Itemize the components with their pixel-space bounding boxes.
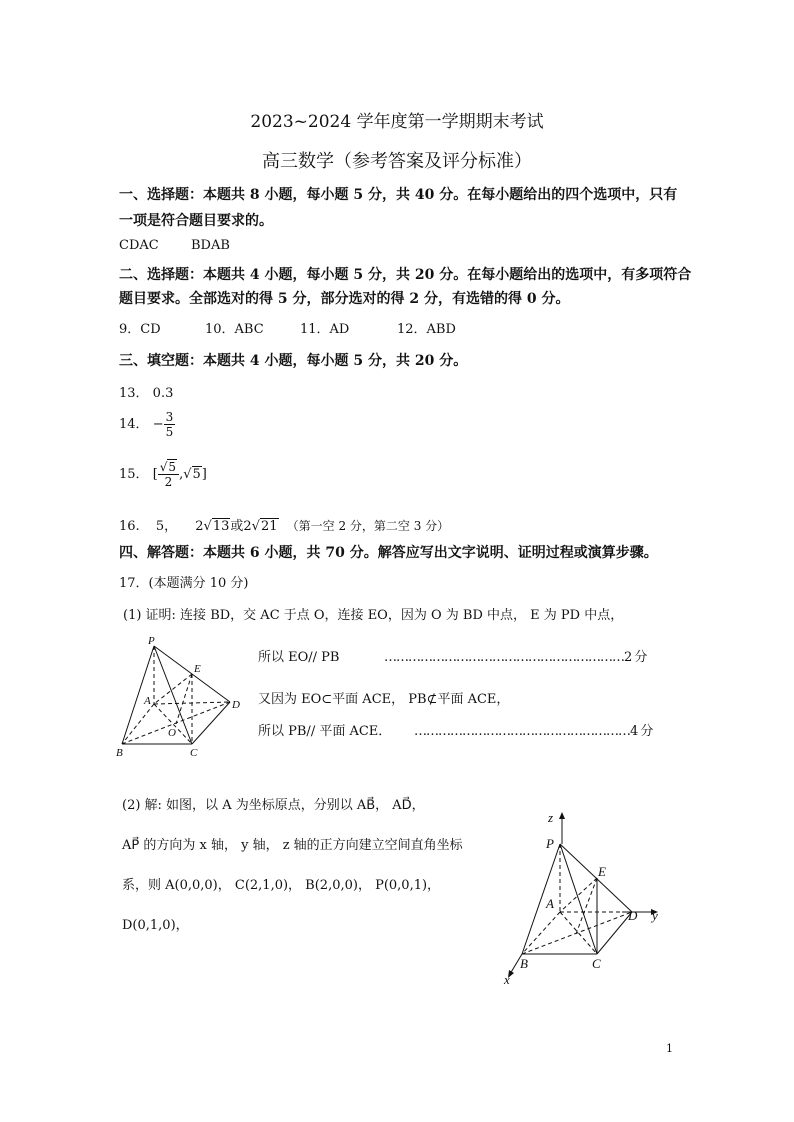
- edge-ab: [522, 912, 560, 954]
- fig1-label-b: B: [116, 747, 123, 759]
- section1-heading-line2: 一项是符合题目要求的。: [119, 213, 273, 229]
- answer-16-coef1: 2: [195, 519, 204, 534]
- fig2-label-p: P: [546, 836, 554, 851]
- edge-pc: [560, 844, 597, 954]
- q17-line-c-dots: ………………………………………………4 分: [414, 724, 653, 739]
- answer-16-note: （第一空 2 分，第二空 3 分）: [286, 519, 450, 533]
- segment-eo: [576, 878, 597, 934]
- q17-line-c: 所以 PB// 平面 ACE．: [258, 724, 392, 739]
- section1-answer-1: CDAC: [119, 238, 159, 253]
- fig1-label-a: A: [144, 695, 151, 707]
- section1-heading-line1: 一、选择题：本题共 8 小题，每小题 5 分，共 40 分。在每小题给出的四个选项中，只有: [119, 187, 678, 203]
- section4-heading: 四、解答题：本题共 6 小题，共 70 分。解答应写出文字说明、证明过程或演算步骤。: [119, 545, 658, 561]
- page-number: 1: [666, 1042, 673, 1055]
- section1-answer-2: BDAB: [191, 238, 230, 253]
- fig2-label-d: D: [628, 908, 638, 923]
- section2-answer-12: 12．ABD: [397, 322, 456, 337]
- edge-pb: [522, 844, 560, 954]
- fig1-label-d: D: [232, 699, 240, 711]
- q17-line-a-dots: ……………………………………………………2 分: [384, 650, 647, 665]
- answer-16-label: 16.: [119, 519, 140, 534]
- answer-16-rad1: 13: [212, 519, 230, 534]
- edge-ac: [560, 912, 597, 954]
- answer-15-fraction: [158, 460, 179, 489]
- fig2-label-x: x: [504, 972, 510, 987]
- section2-heading-line2: 题目要求。全部选对的得 5 分，部分选对的得 2 分，有选错的得 0 分。: [119, 291, 570, 307]
- q17-line-a: 所以 EO// PB: [258, 650, 340, 665]
- q17-part2-line3: 系，则 A(0,0,0)， C(2,1,0)， B(2,0,0)， P(0,0,1)，: [122, 878, 441, 893]
- answer-14: [119, 410, 175, 439]
- q17-part1: (1) 证明: 连接 BD，交 AC 于点 O，连接 EO，因为 O 为 BD 中点， E 为 PD 中点，: [123, 608, 624, 623]
- q17-title: 17．(本题满分 10 分): [119, 576, 249, 591]
- answer-15-close: ]: [201, 467, 207, 482]
- edge-cd: [192, 702, 230, 744]
- fig2-label-a: A: [546, 896, 554, 911]
- fig2-label-y: y: [652, 908, 658, 923]
- answer-16-or: 或: [230, 519, 244, 534]
- edge-bd: [522, 912, 632, 954]
- pyramid-figure-2: [492, 808, 672, 988]
- fig1-label-e: E: [194, 663, 201, 675]
- answer-15-sqrt-5: 5: [168, 460, 177, 474]
- answer-16-rad2: 21: [260, 519, 278, 534]
- segment-ea: [560, 878, 597, 912]
- section2-answer-10: 10．ABC: [205, 322, 264, 337]
- section2-answer-9: 9．CD: [119, 322, 161, 337]
- pyramid-figure-1: [112, 632, 252, 762]
- answer-13: 13． 0.3: [119, 386, 174, 401]
- answer-14-sign: −: [152, 417, 164, 432]
- answer-14-fraction: [164, 410, 176, 439]
- answer-15-label: 15．: [119, 467, 149, 482]
- fig1-label-o: O: [168, 727, 176, 739]
- q17-line-b: 又因为 EO⊂平面 ACE， PB⊄平面 ACE，: [258, 692, 510, 707]
- q17-part2-line4: D(0,1,0)，: [122, 918, 189, 933]
- fig2-label-b: B: [520, 956, 528, 971]
- exam-subtitle: 高三数学（参考答案及评分标准）: [262, 151, 532, 172]
- answer-15: 15． [ $\frac{√5}{2}$ ,√5]: [119, 460, 207, 489]
- exam-title: 2023~2024 学年度第一学期期末考试: [250, 112, 544, 132]
- answer-15-sqrt-right: 5: [192, 467, 201, 482]
- section2-heading-line1: 二、选择题：本题共 4 小题，每小题 5 分，共 20 分。在每小题给出的选项中，有多项符合: [119, 267, 692, 283]
- answer-14-label: 14．: [119, 417, 149, 432]
- q17-part2-line2: AP⃗ 的方向为 x 轴， y 轴， z 轴的正方向建立空间直角坐标: [122, 838, 463, 853]
- section2-answer-11: 11．AD: [300, 322, 350, 337]
- answer-15-open: [: [152, 467, 158, 482]
- answer-15-comma: ,: [179, 467, 184, 482]
- segment-eo: [176, 674, 192, 724]
- fig2-label-z: z: [548, 810, 554, 825]
- answer-16-second: 2√13或2√21: [195, 519, 278, 534]
- fig2-label-c: C: [592, 956, 601, 971]
- answer-15-denominator: 2: [164, 475, 173, 489]
- fig1-label-c: C: [190, 747, 198, 759]
- answer-14-denominator: 5: [165, 425, 174, 439]
- answer-15-numerator: √5: [158, 460, 179, 475]
- answer-16: [119, 515, 449, 534]
- axis-z-arrow: [559, 812, 565, 819]
- segment-ea: [154, 674, 192, 704]
- section3-heading: 三、填空题：本题共 4 小题，每小题 5 分，共 20 分。: [119, 353, 468, 369]
- fig2-label-e: E: [598, 864, 606, 879]
- answer-16-first: 5，: [155, 519, 178, 534]
- answer-16-coef2: 2: [243, 519, 252, 534]
- fig1-label-p: P: [148, 635, 155, 647]
- q17-part2-line1: (2) 解: 如图，以 A 为坐标原点，分别以 AB⃗， AD⃗，: [122, 798, 425, 813]
- answer-14-numerator: 3: [165, 410, 174, 424]
